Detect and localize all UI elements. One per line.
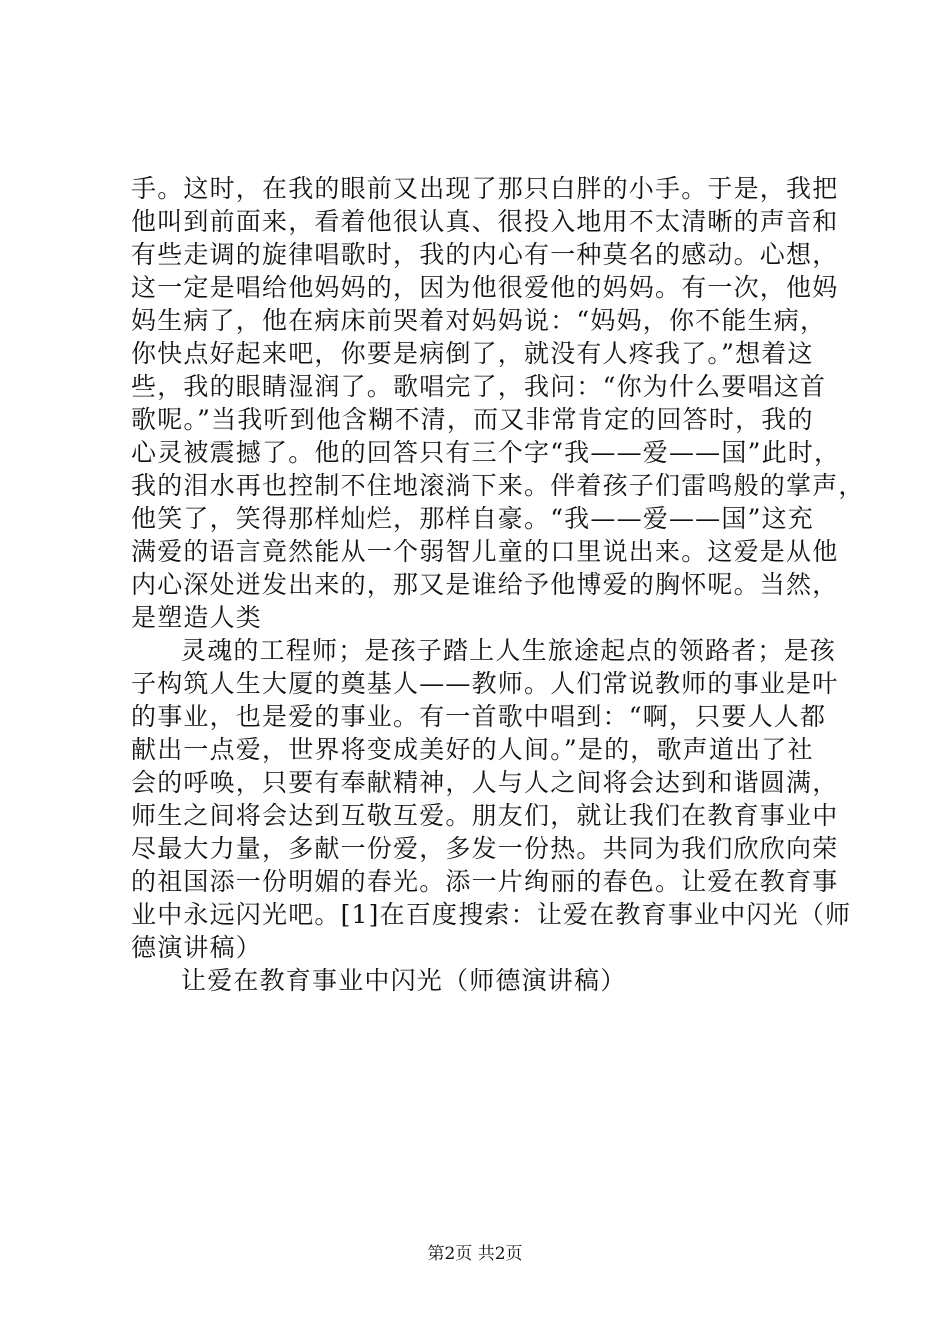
- page-number-footer: 第2页 共2页: [427, 1244, 523, 1264]
- text-line: 满爱的语言竟然能从一个弱智儿童的口里说出来。这爱是从他: [131, 537, 839, 566]
- body-text: [131, 172, 865, 997]
- text-line: 歌呢。”当我听到他含糊不清，而又非常肯定的回答时，我的: [131, 405, 814, 434]
- text-line: 献出一点爱，世界将变成美好的人间。”是的，歌声道出了社: [131, 735, 814, 764]
- text-line: 些，我的眼睛湿润了。歌唱完了，我问：“你为什么要唱这首: [131, 372, 827, 401]
- text-line: 手。这时，在我的眼前又出现了那只白胖的小手。于是，我把: [131, 174, 839, 203]
- text-line: 会的呼唤，只要有奉献精神，人与人之间将会达到和谐圆满，: [131, 768, 839, 797]
- text-line: 德演讲稿）: [131, 933, 263, 962]
- text-line: 妈生病了，他在病床前哭着对妈妈说：“妈妈，你不能生病，: [131, 306, 827, 335]
- document-title-line: 让爱在教育事业中闪光（师德演讲稿）: [181, 966, 627, 995]
- text-line: 的祖国添一份明媚的春光。添一片绚丽的春色。让爱在教育事: [131, 867, 839, 896]
- text-line: 这一定是唱给他妈妈的，因为他很爱他的妈妈。有一次，他妈: [131, 273, 839, 302]
- text-line: 心灵被震撼了。他的回答只有三个字“我——爱——国”此时，: [131, 438, 841, 467]
- text-line: 内心深处迸发出来的，那又是谁给予他博爱的胸怀呢。当然，: [131, 570, 839, 599]
- text-line: 尽最大力量，多献一份爱，多发一份热。共同为我们欣欣向荣: [131, 834, 839, 863]
- text-line: 业中永远闪光吧。[1]在百度搜索：让爱在教育事业中闪光（师: [131, 900, 852, 929]
- text-line: 他叫到前面来，看着他很认真、很投入地用不太清晰的声音和: [131, 207, 839, 236]
- text-line: 师生之间将会达到互敬互爱。朋友们，就让我们在教育事业中: [131, 801, 839, 830]
- text-line: 我的泪水再也控制不住地滚淌下来。伴着孩子们雷鸣般的掌声，: [131, 471, 865, 500]
- text-line: 有些走调的旋律唱歌时，我的内心有一种莫名的感动。心想，: [131, 240, 839, 269]
- text-line: 子构筑人生大厦的奠基人——教师。人们常说教师的事业是叶: [131, 669, 839, 698]
- text-line: 是塑造人类: [131, 603, 263, 632]
- text-line: 你快点好起来吧，你要是病倒了，就没有人疼我了。”想着这: [131, 339, 814, 368]
- text-line: 的事业，也是爱的事业。有一首歌中唱到：“啊，只要人人都: [131, 702, 827, 731]
- text-line: 他笑了，笑得那样灿烂，那样自豪。“我——爱——国”这充: [131, 504, 814, 533]
- paragraph-first-line: 灵魂的工程师；是孩子踏上人生旅途起点的领路者；是孩: [181, 636, 837, 665]
